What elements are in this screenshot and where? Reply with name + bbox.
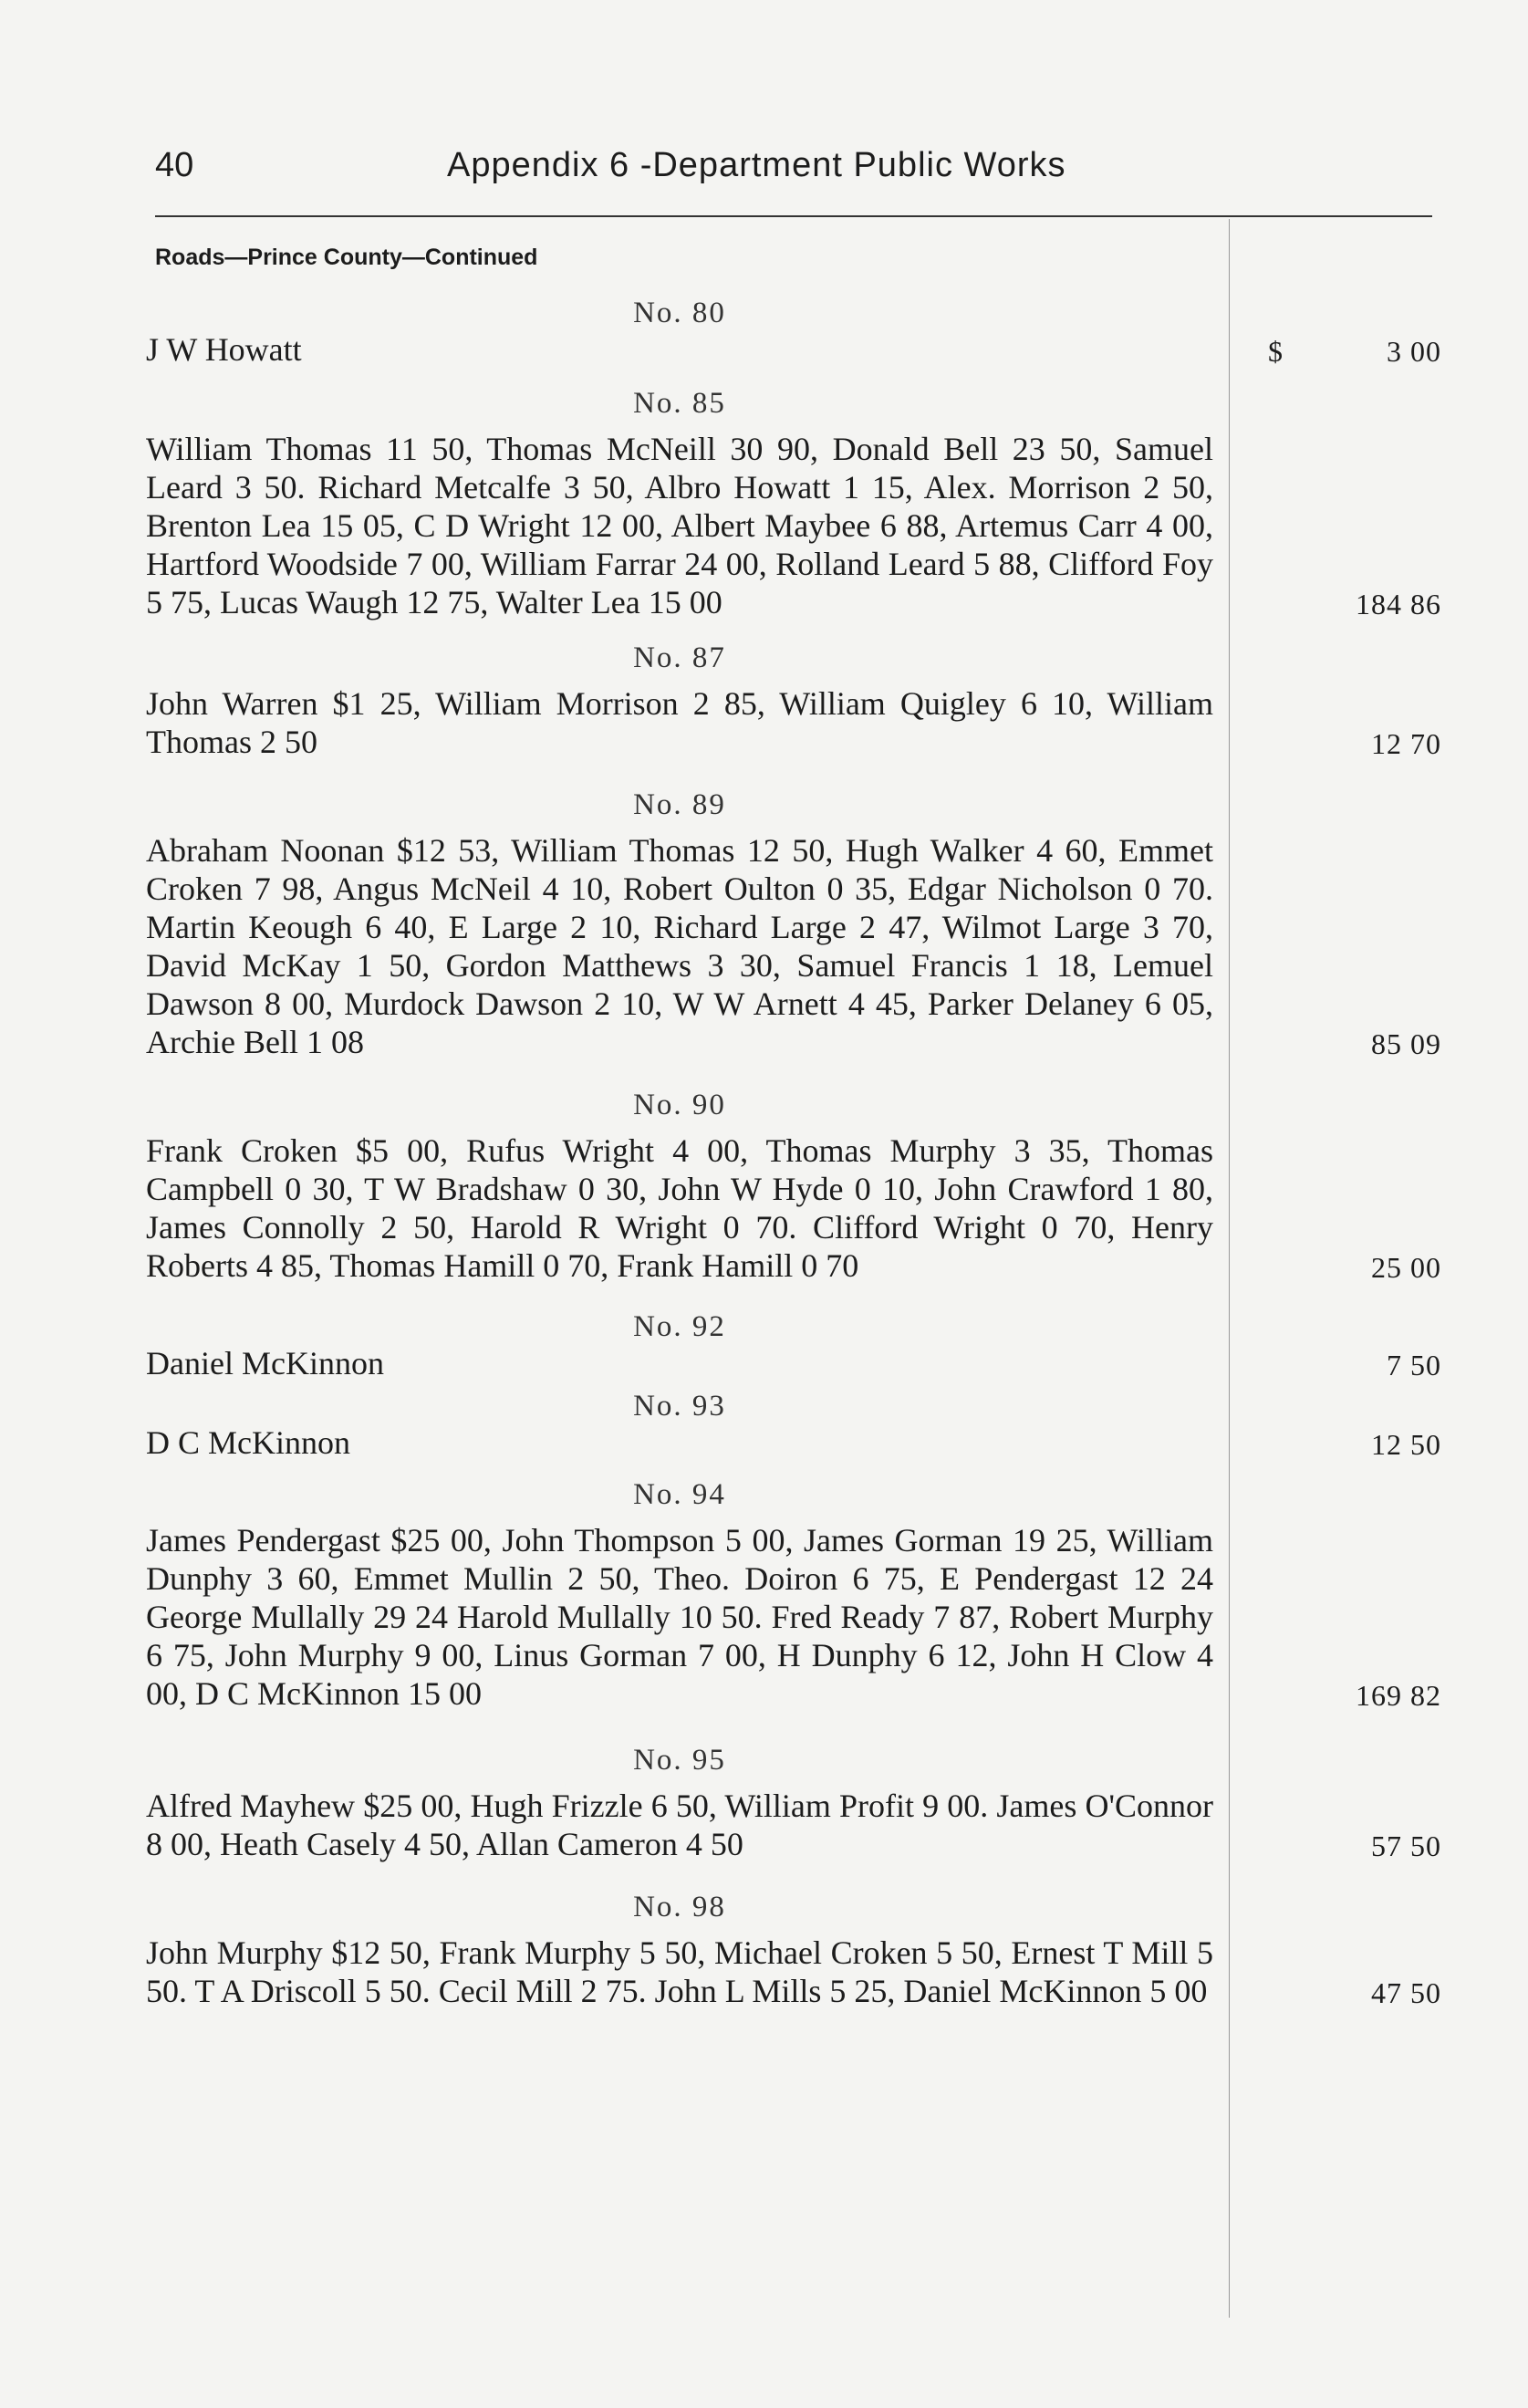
entry-amount: 7 50 (1387, 1349, 1441, 1381)
entry-amount: 85 09 (1371, 1027, 1441, 1060)
road-number: No. 92 (633, 1310, 726, 1343)
entry-text: James Pendergast $25 00, John Thompson 5 00, James Gorman 19 25, William Dunphy 3 60, Emmet Mullin 2 50, Theo. Doiron 6 75, E Pendergast 12 24 George Mullally 29 24 Harold Mullally 10 50. Fred Ready 7 87, Robert Murphy 6 75, John Murphy 9 00, Linus Gorman 7 00, H Dunphy 6 12, John H Clow 4 00, D C McKinnon 15 00 (146, 1522, 1213, 1712)
header-rule (155, 215, 1432, 217)
road-number: No. 85 (633, 387, 726, 420)
road-entries (146, 297, 1441, 2010)
page-header (155, 146, 1432, 197)
amount-value: 3 00 (1387, 335, 1441, 368)
road-entry (146, 1390, 1441, 1462)
road-entry (146, 1891, 1441, 2010)
entry-text: Frank Croken $5 00, Rufus Wright 4 00, Thomas Murphy 3 35, Thomas Campbell 0 30, T W Bradshaw 0 30, John W Hyde 0 10, John Crawford 1 80, James Connolly 2 50, Harold R Wright 0 70. Clifford Wright 0 70, Henry Roberts 4 85, Thomas Hamill 0 70, Frank Hamill 0 70 (146, 1132, 1213, 1284)
entry-text: Abraham Noonan $12 53, William Thomas 12 50, Hugh Walker 4 60, Emmet Croken 7 98, Angus McNeil 4 10, Robert Oulton 0 35, Edgar Nicholson 0 70. Martin Keough 6 40, E Large 2 10, Richard Large 2 47, Wilmot Large 3 70, David McKay 1 50, Gordon Matthews 3 30, Samuel Francis 1 18, Lemuel Dawson 8 00, Murdock Dawson 2 10, W W Arnett 4 45, Parker Delaney 6 05, Archie Bell 1 08 (146, 832, 1213, 1060)
running-title: Appendix 6 -Department Public Works (447, 146, 1066, 184)
road-entry (146, 297, 1441, 369)
entry-text: J W Howatt (146, 331, 302, 368)
entry-text: Alfred Mayhew $25 00, Hugh Frizzle 6 50, William Profit 9 00. James O'Connor 8 00, Heath Casely 4 50, Allan Cameron 4 50 (146, 1788, 1213, 1862)
road-number: No. 95 (633, 1744, 726, 1777)
section-heading: Roads—Prince County—Continued (155, 245, 538, 270)
entry-amount (1259, 335, 1441, 369)
entry-text: John Warren $1 25, William Morrison 2 85, William Quigley 6 10, William Thomas 2 50 (146, 685, 1213, 760)
road-entry (146, 387, 1441, 621)
road-entry (146, 1478, 1441, 1713)
road-number: No. 87 (633, 641, 726, 674)
entry-text: Daniel McKinnon (146, 1345, 384, 1381)
road-entry (146, 1089, 1441, 1285)
road-number: No. 80 (633, 297, 726, 329)
entry-amount: 12 50 (1371, 1428, 1441, 1461)
entry-amount: 184 86 (1356, 588, 1441, 620)
road-number: No. 89 (633, 788, 726, 821)
road-entry (146, 1744, 1441, 1863)
currency-symbol: $ (1268, 335, 1284, 368)
road-number: No. 93 (633, 1390, 726, 1423)
entry-amount: 169 82 (1356, 1679, 1441, 1712)
page-number: 40 (155, 146, 194, 184)
entry-text: William Thomas 11 50, Thomas McNeill 30 90, Donald Bell 23 50, Samuel Leard 3 50. Richard Metcalfe 3 50, Albro Howatt 1 15, Alex. Morrison 2 50, Brenton Lea 15 05, C D Wright 12 00, Albert Maybee 6 88, Artemus Carr 4 00, Hartford Woodside 7 00, William Farrar 24 00, Rolland Leard 5 88, Clifford Foy 5 75, Lucas Waugh 12 75, Walter Lea 15 00 (146, 431, 1213, 620)
road-entry (146, 641, 1441, 761)
road-entry (146, 1310, 1441, 1382)
entry-text: D C McKinnon (146, 1424, 350, 1461)
entry-text: John Murphy $12 50, Frank Murphy 5 50, Michael Croken 5 50, Ernest T Mill 5 50. T A Driscoll 5 50. Cecil Mill 2 75. John L Mills 5 25, Daniel McKinnon 5 00 (146, 1934, 1213, 2009)
road-number: No. 98 (633, 1891, 726, 1923)
entry-amount: 25 00 (1371, 1251, 1441, 1284)
entry-amount: 47 50 (1371, 1976, 1441, 2009)
road-number: No. 94 (633, 1478, 726, 1511)
entry-amount: 12 70 (1371, 727, 1441, 760)
road-entry (146, 788, 1441, 1061)
road-number: No. 90 (633, 1089, 726, 1121)
entry-amount: 57 50 (1371, 1829, 1441, 1862)
